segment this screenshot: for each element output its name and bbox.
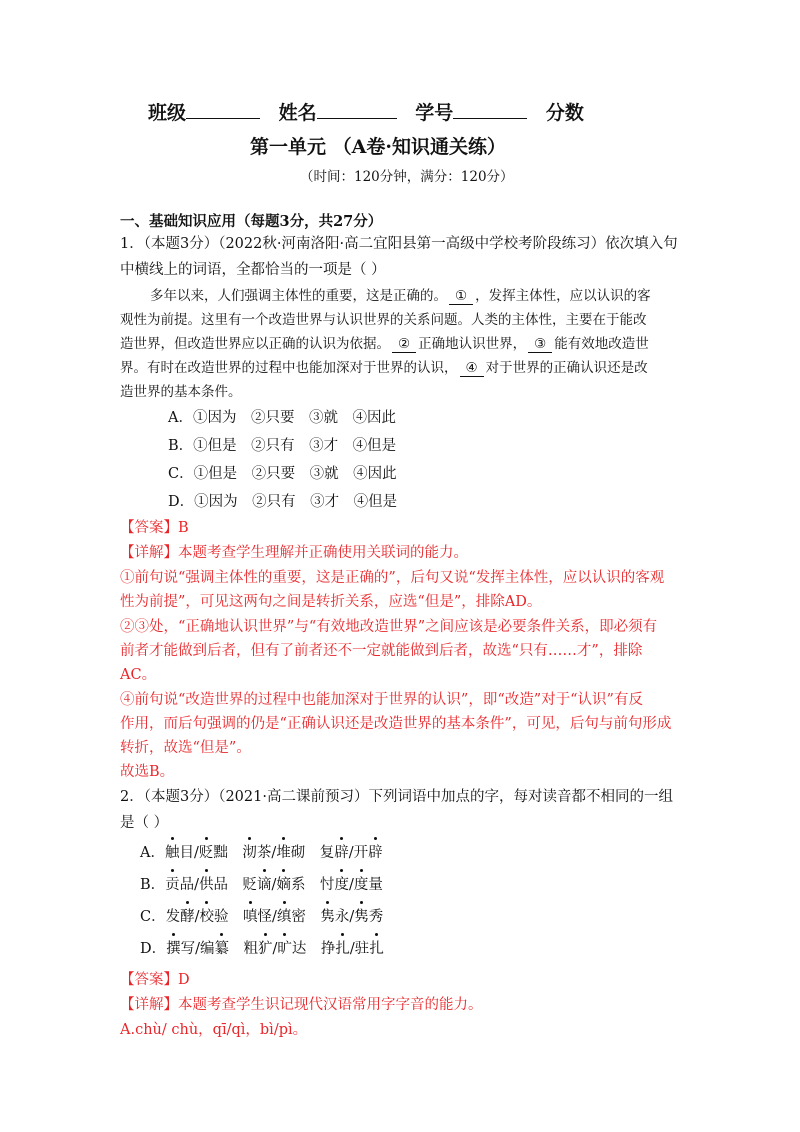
q1-expl-line3: ②③处，“正确地认识世界”与“有效地改造世界”之间应该是必要条件关系，即必须有 <box>120 619 658 635</box>
q2-answer: 【答案】D <box>120 972 190 988</box>
id-label: 学号 <box>415 102 454 124</box>
blank-marker-2: ② <box>392 336 416 353</box>
q1-expl-line4: 前者才能做到后者，但有了前者还不一定就能做到后者，故选“只有……才”，排除 <box>120 643 643 659</box>
q2-detail: 【详解】本题考查学生识记现代汉语常用字字音的能力。 <box>120 997 483 1013</box>
q1-option-a: A．①因为 ②只要 ③就 ④因此 <box>168 410 396 426</box>
page-subtitle: （时间：120分钟，满分：120分） <box>300 169 514 185</box>
q2-option-d: D．撰写/编纂 粗犷/旷达 挣扎/驻扎 <box>140 937 384 958</box>
blank-marker-4: ④ <box>460 360 484 377</box>
q1-expl-line1: ①前句说“强调主体性的重要，这是正确的”，后句又说“发挥主体性，应以认识的客观 <box>120 570 665 586</box>
blank-marker-1: ① <box>449 288 473 305</box>
header-fields <box>148 98 584 125</box>
q1-passage-line4: 界。有时在改造世界的过程中也能加深对于世界的认识， ④ 对于世界的正确认识还是改 <box>120 360 648 376</box>
section-heading: 一、基础知识应用（每题3分，共27分） <box>120 213 383 230</box>
q1-stem-line2: 中横线上的词语，全都恰当的一项是（ ） <box>120 262 386 278</box>
q1-passage-line5: 造世界的基本条件。 <box>120 384 242 400</box>
q2-option-b: B．贡品/供品 贬谪/嫡系 忖度/度量 <box>140 873 383 894</box>
q2-option-a: A．触目/贬黜 沏茶/堆砌 复辟/开辟 <box>140 841 383 862</box>
q1-expl-line8: 转折，故选“但是”。 <box>120 740 251 756</box>
q2-stem-line2: 是（ ） <box>120 815 169 831</box>
class-blank <box>186 100 260 119</box>
q2-stem-line1: 2．（本题3分）（2021·高二课前预习）下列词语中加点的字，每对读音都不相同的一组 <box>120 789 673 805</box>
q1-expl-line7: 作用，而后句强调的仍是“正确认识还是改造世界的基本条件”，可见，后句与前句形成 <box>120 716 672 732</box>
q1-passage-line2: 观性为前提。这里有一个改造世界与认识世界的关系问题。人类的主体性，主要在于能改 <box>120 312 647 328</box>
q1-expl-line5: AC。 <box>120 667 157 683</box>
score-label: 分数 <box>545 102 584 124</box>
q1-expl-line2: 性为前提”，可见这两句之间是转折关系，应选“但是”，排除AD。 <box>120 594 542 610</box>
page-title: 第一单元 （A卷·知识通关练） <box>250 136 506 158</box>
id-blank <box>453 100 527 119</box>
name-label: 姓名 <box>278 102 317 124</box>
q1-answer: 【答案】B <box>120 520 189 536</box>
q2-expl-line1: A.chù/ chù，qī/qì，bì/pì。 <box>120 1022 308 1038</box>
q1-passage-line1: 多年以来，人们强调主体性的重要，这是正确的。 ① ，发挥主体性，应以认识的客 <box>150 288 651 304</box>
q1-expl-line6: ④前句说“改造世界的过程中也能加深对于世界的认识”，即“改造”对于“认识”有反 <box>120 692 643 708</box>
q1-passage-line3: 造世界，但改造世界应以正确的认识为依据。 ② 正确地认识世界， ③ 能有效地改造世 <box>120 336 649 352</box>
q1-option-d: D．①因为 ②只有 ③才 ④但是 <box>168 494 398 510</box>
q1-option-b: B．①但是 ②只有 ③才 ④但是 <box>168 438 397 454</box>
q1-detail: 【详解】本题考查学生理解并正确使用关联词的能力。 <box>120 545 468 561</box>
name-blank <box>317 100 397 119</box>
q1-option-c: C．①但是 ②只要 ③就 ④因此 <box>168 466 397 482</box>
class-label: 班级 <box>148 102 187 124</box>
q2-option-c: C．发酵/校验 嗔怪/缜密 隽永/隽秀 <box>140 905 383 926</box>
q1-expl-line9: 故选B。 <box>120 764 175 780</box>
q1-stem-line1: 1．（本题3分）（2022秋·河南洛阳·高二宜阳县第一高级中学校考阶段练习）依次填入句 <box>120 236 678 252</box>
blank-marker-3: ③ <box>528 336 552 353</box>
